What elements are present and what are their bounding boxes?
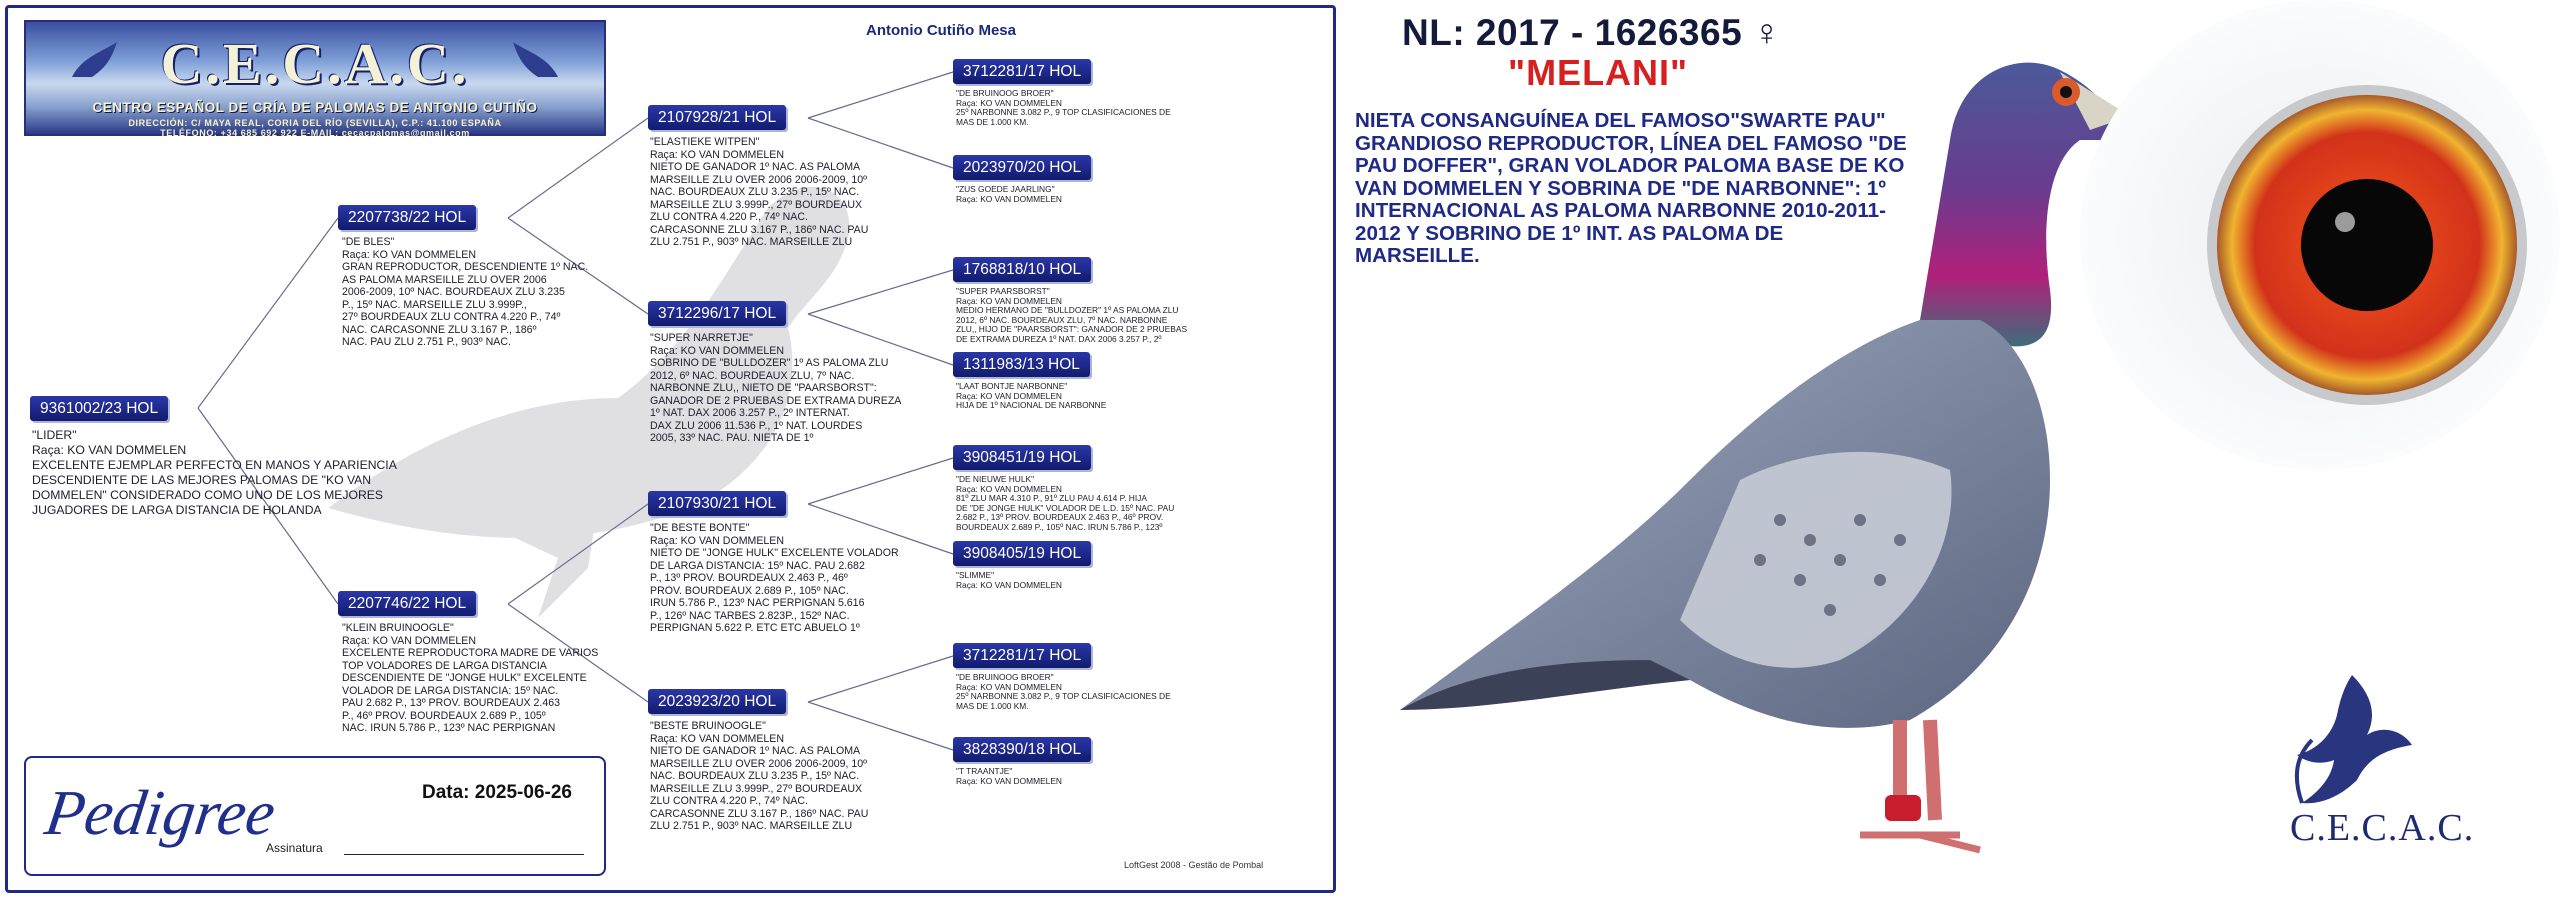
great-grandparent-ring[interactable]: 3712281/17 HOL [953,643,1091,668]
subject-info: "LIDER" Raça: KO VAN DOMMELEN EXCELENTE EJEMPLAR PERFECTO EN MANOS Y APARIENCIA DESCENDIENTE DE LAS MEJORES PALOMAS DE "KO VAN DOMMELEN" CONSIDERADO COMO UNO DE LOS MEJORES JUGADORES DE LARGA DISTANCIA DE HOLANDA [32,428,397,517]
great-grandparent-info: "DE NIEUWE HULK" Raça: KO VAN DOMMELEN 81º ZLU MAR 4.310 P., 91º ZLU PAU 4.614 P. HIJA DE "DE JONGE HULK" VOLADOR DE L.D. 15º NAC. PAU 2.682 P., 13º PROV. BOURDEAUX 2.463 P., 46º PROV. BOURDEAUX 2.689 P., 105º NAC. IRUN 5.786 P., 123º [956,474,1175,532]
pedigree-date: Data: 2025-06-26 [422,782,572,803]
logo-line-3: TELÉFONO: +34 685 692 922 E-MAIL: cecacpalomas@gmail.com [160,128,470,138]
great-grandparent-ring[interactable]: 1768818/10 HOL [953,257,1091,282]
pigeon-ring-number: NL: 2017 - 1626365 ♀ [1402,12,1782,53]
logo-line-1: CENTRO ESPAÑOL DE CRÍA DE PALOMAS DE ANTONIO CUTIÑO [92,100,538,115]
grandparent-info: "BESTE BRUINOOGLE" Raça: KO VAN DOMMELEN NIETO DE GANADOR 1º NAC. AS PALOMA MARSEILLE ZLU OVER 2006 2006-2009, 10º NAC. BOURDEAUX ZLU 3.235 P., 15º NAC. MARSEILLE ZLU 3.999P., 27º BOURDEAUX ZLU CONTRA 4.220 P., 74º NAC. CARCASONNE ZLU 3.167 P., 186º NAC. PAU ZLU 2.751 P., 903º NAC. MARSEILLE ZLU [650,720,869,832]
great-grandparent-info: "SLIMME" Raça: KO VAN DOMMELEN [956,570,1062,590]
great-grandparent-ring[interactable]: 2023970/20 HOL [953,155,1091,180]
great-grandparent-ring[interactable]: 1311983/13 HOL [953,352,1090,377]
parent-ring[interactable]: 2207738/22 HOL [338,205,476,230]
signature-line [344,854,584,855]
logo-line-2: DIRECCIÓN: C/ MAYA REAL, CORIA DEL RÍO (SEVILLA), C.P.: 41.100 ESPAÑA [128,118,502,128]
software-credit: LoftGest 2008 - Gestão de Pombal [1124,860,1264,870]
great-grandparent-info: "DE BRUINOOG BROER" Raça: KO VAN DOMMELEN 25º NARBONNE 3.082 P., 9 TOP CLASIFICACIONES DE MAS DE 1.000 KM. [956,672,1171,711]
cecac-logo [24,20,606,136]
great-grandparent-ring[interactable]: 3828390/18 HOL [953,737,1091,762]
great-grandparent-ring[interactable]: 3712281/17 HOL [953,59,1091,84]
grandparent-info: "DE BESTE BONTE" Raça: KO VAN DOMMELEN NIETO DE "JONGE HULK" EXCELENTE VOLADOR DE LARGA DISTANCIA: 15º NAC. PAU 2.682 P., 13º PROV. BOURDEAUX 2.463 P., 46º PROV. BOURDEAUX 2.689 P., 105º NAC. IRUN 5.786 P., 123º NAC PERPIGNAN 5.616 P., 126º NAC TARBES 2.823P., 152º NAC. PERPIGNAN 5.622 P. ETC ETC ABUELO 1º [650,522,899,634]
signature-label: Assinatura [266,841,323,855]
pedigree-title: Pedigree [41,777,280,848]
grandparent-info: "SUPER NARRETJE" Raça: KO VAN DOMMELEN SOBRINO DE "BULLDOZER" 1º AS PALOMA ZLU 2012, 6º NAC. BOURDEAUX ZLU, 7º NAC. NARBONNE ZLU,, NIETO DE "PAARSBORST": GANADOR DE 2 PRUEBAS DE EXTRAMA DUREZA 1º NAT. DAX 2006 3.257 P., 2º INTERNAT. DAX ZLU 2006 11.536 P., 1º NAT. LOURDES 2005, 33º NAC. PAU. NIETA DE 1º [650,332,902,444]
pigeon-eye-photo [2070,0,2560,470]
parent-info: "KLEIN BRUINOOGLE" Raça: KO VAN DOMMELEN EXCELENTE REPRODUCTORA MADRE DE VARIOS TOP VOLADORES DE LARGA DISTANCIA DESCENDIENTE DE "JONGE HULK" EXCELENTE VOLADOR DE LARGA DISTANCIA: 15º NAC. PAU 2.682 P., 13º PROV. BOURDEAUX 2.463 P., 46º PROV. BOURDEAUX 2.689 P., 105º NAC. IRUN 5.786 P., 123º NAC PERPIGNAN [342,622,599,734]
great-grandparent-info: "T TRAANTJE" Raça: KO VAN DOMMELEN [956,766,1062,786]
great-grandparent-ring[interactable]: 3908451/19 HOL [953,445,1091,470]
grandparent-info: "ELASTIEKE WITPEN" Raça: KO VAN DOMMELEN NIETO DE GANADOR 1º NAC. AS PALOMA MARSEILLE ZLU OVER 2006 2006-2009, 10º NAC. BOURDEAUX ZLU 3.235 P., 15º NAC. MARSEILLE ZLU 3.999P., 27º BOURDEAUX ZLU CONTRA 4.220 P., 74º NAC. CARCASONNE ZLU 3.167 P., 186º NAC. PAU ZLU 2.751 P., 903º NAC. MARSEILLE ZLU [650,136,869,248]
cecac-dove-logo [2262,655,2442,815]
grandparent-ring[interactable]: 2023923/20 HOL [648,689,786,714]
great-grandparent-info: "LAAT BONTJE NARBONNE" Raça: KO VAN DOMMELEN HIJA DE 1º NACIONAL DE NARBONNE [956,381,1107,410]
great-grandparent-info: "SUPER PAARSBORST" Raça: KO VAN DOMMELEN MEDIO HERMANO DE "BULLDOZER" 1º AS PALOMA ZLU 2012, 6º NAC. BOURDEAUX ZLU, 7º NAC. NARBONNE ZLU,, HIJO DE "PAARSBORST": GANADOR DE 2 PRUEBAS DE EXTRAMA DUREZA 1º NAT. DAX 2006 3.257 P., 2º [956,286,1188,344]
grandparent-ring[interactable]: 2107928/21 HOL [648,105,786,130]
breeder-name: Antonio Cutiño Mesa [866,22,1016,39]
parent-info: "DE BLES" Raça: KO VAN DOMMELEN GRAN REPRODUCTOR, DESCENDIENTE 1º NAC. AS PALOMA MARSEILLE ZLU OVER 2006 2006-2009, 10º NAC. BOURDEAUX ZLU 3.235 P., 15º NAC. MARSEILLE ZLU 3.999P., 27º BOURDEAUX ZLU CONTRA 4.220 P., 74º NAC. CARCASONNE ZLU 3.167 P., 186º NAC. PAU ZLU 2.751 P., 903º NAC. [342,236,589,348]
pedigree-footer-box [24,756,606,876]
subject-ring[interactable]: 9361002/23 HOL [30,396,168,421]
grandparent-ring[interactable]: 2107930/21 HOL [648,491,786,516]
great-grandparent-info: "ZUS GOEDE JAARLING" Raça: KO VAN DOMMELEN [956,184,1062,204]
grandparent-ring[interactable]: 3712296/17 HOL [648,301,786,326]
great-grandparent-ring[interactable]: 3908405/19 HOL [953,541,1091,566]
pedigree-card [5,5,1336,893]
logo-title: C.E.C.A.C. [160,31,470,96]
pigeon-name: "MELANI" [1508,52,1689,93]
pigeon-description: NIETA CONSANGUÍNEA DEL FAMOSO"SWARTE PAU" GRANDIOSO REPRODUCTOR, LÍNEA DEL FAMOSO "DE PAU DOFFER", GRAN VOLADOR PALOMA BASE DE KO VAN DOMMELEN Y SOBRINA DE "DE NARBONNE": 1º INTERNACIONAL AS PALOMA NARBONNE 2010-2011-2012 Y SOBRINO DE 1º INT. AS PALOMA DE MARSEILLE. [1355,109,1907,267]
great-grandparent-info: "DE BRUINOOG BROER" Raça: KO VAN DOMMELEN 25º NARBONNE 3.082 P., 9 TOP CLASIFICACIONES DE MAS DE 1.000 KM. [956,88,1171,127]
parent-ring[interactable]: 2207746/22 HOL [338,591,476,616]
cecac-brand-text: C.E.C.A.C. [2290,807,2475,849]
